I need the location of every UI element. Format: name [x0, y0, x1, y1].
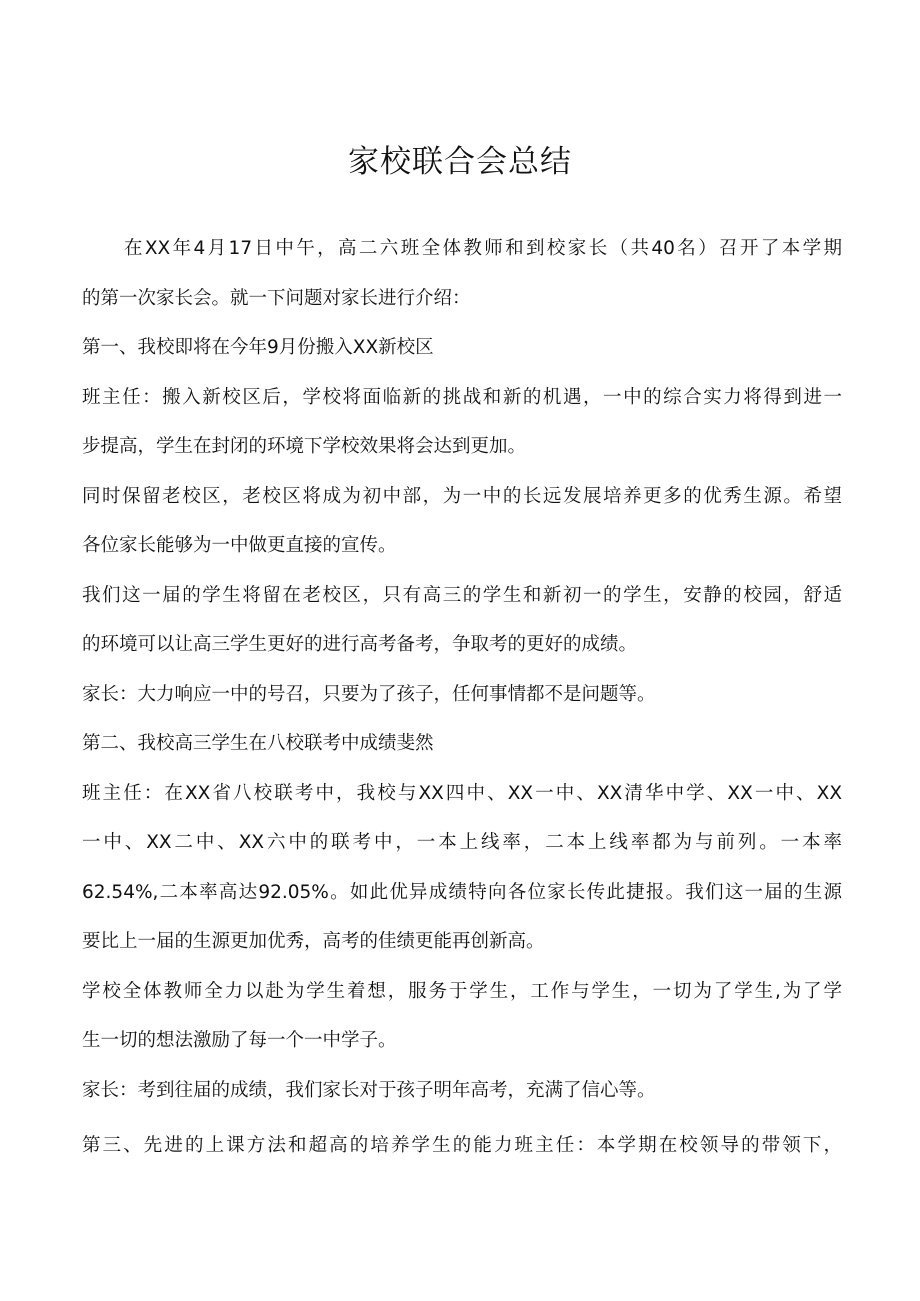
section-heading: 第三、先进的上课方法和超高的培养学生的能力班主任：本学期在校领导的带领下， — [82, 1135, 842, 1156]
document-body — [82, 224, 842, 1171]
paragraph-line: 一中、XX二中、XX六中的联考中，一本上线率，二本上线率都为与前列。一本率 — [82, 832, 842, 853]
paragraph-line: 的环境可以让高三学生更好的进行高考备考，争取考的更好的成绩。 — [82, 634, 638, 655]
paragraph-line: 家长：考到往届的成绩，我们家长对于孩子明年高考，充满了信心等。 — [82, 1079, 656, 1101]
section-heading: 第二、我校高三学生在八校联考中成绩斐然 — [82, 733, 434, 754]
paragraph-line: 班主任：搬入新校区后，学校将面临新的挑战和新的机遇，一中的综合实力将得到进一 — [82, 386, 842, 408]
paragraph-line: 同时保留老校区，老校区将成为初中部，为一中的长远发展培养更多的优秀生源。希望 — [82, 485, 842, 507]
paragraph-line: 步提高，学生在封闭的环境下学校效果将会达到更加。 — [82, 436, 527, 457]
paragraph-line: 各位家长能够为一中做更直接的宣传。 — [82, 535, 397, 556]
paragraph-line: 学校全体教师全力以赴为学生着想，服务于学生，工作与学生，一切为了学生,为了学 — [82, 980, 842, 1002]
paragraph-line: 要比上一届的生源更加优秀，高考的佳绩更能再创新高。 — [82, 931, 545, 952]
paragraph-line: 班主任：在XX省八校联考中，我校与XX四中、XX一中、XX清华中学、XX一中、XX — [82, 782, 842, 804]
paragraph-line: 在XX年4月17日中午，高二六班全体教师和到校家长（共40名）召开了本学期 — [124, 238, 842, 259]
section-heading: 第一、我校即将在今年9月份搬入XX新校区 — [82, 337, 434, 358]
paragraph-line: 我们这一届的学生将留在老校区，只有高三的学生和新初一的学生，安静的校园，舒适 — [82, 584, 842, 606]
paragraph-line: 的第一次家长会。就一下问题对家长进行介绍： — [82, 287, 471, 309]
document-title: 家校联合会总结 — [348, 144, 572, 180]
paragraph-line: 62.54%,二本率高达92.05%。如此优异成绩特向各位家长传此捷报。我们这一届的生源 — [82, 881, 842, 903]
paragraph-line: 家长：大力响应一中的号召，只要为了孩子，任何事情都不是问题等。 — [82, 683, 656, 705]
paragraph-line: 生一切的想法激励了每一个一中学子。 — [82, 1030, 397, 1051]
